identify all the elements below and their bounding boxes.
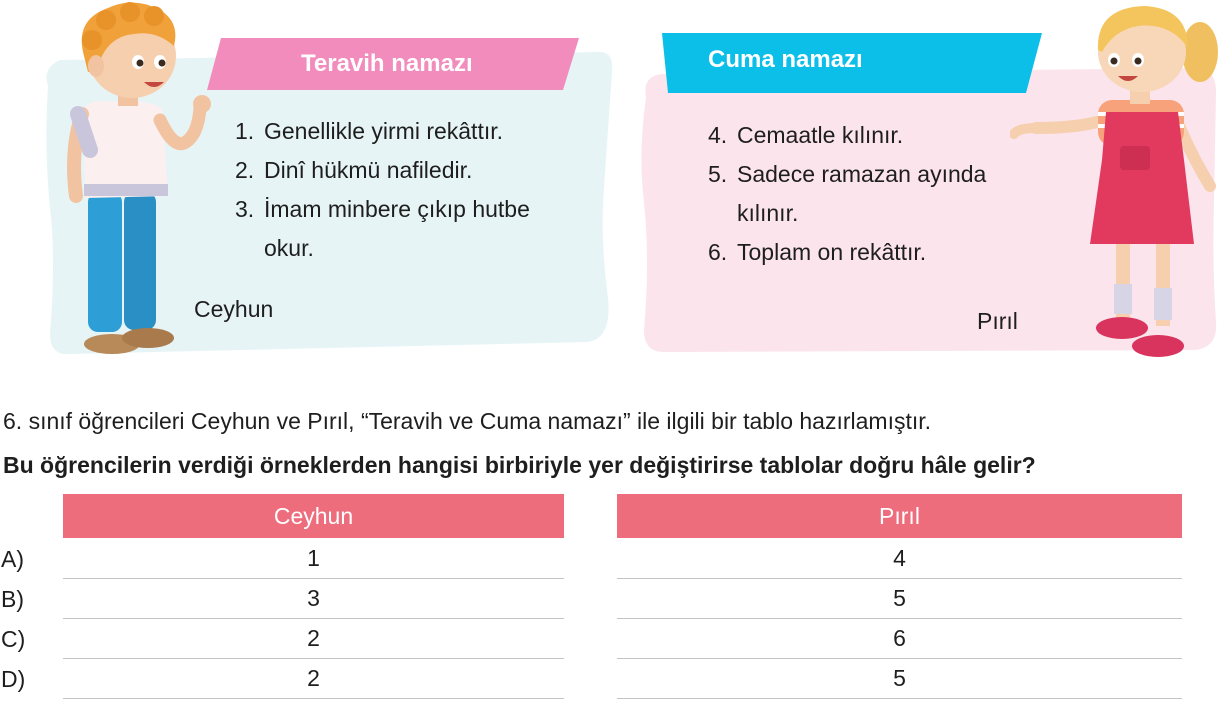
question-intro: 6. sınıf öğrencileri Ceyhun ve Pırıl, “Teravih ve Cuma namazı” ile ilgili bir tablo hazırlamıştır. <box>3 408 932 434</box>
item-number: 1. <box>235 118 255 144</box>
list-item <box>235 151 575 190</box>
item-number: 3. <box>235 196 255 222</box>
option-label: B) <box>1 586 24 612</box>
teravih-title: Teravih namazı <box>301 50 473 77</box>
item-text: Sadece ramazan ayında kılınır. <box>737 161 987 226</box>
cuma-title: Cuma namazı <box>708 46 863 73</box>
item-number: 2. <box>235 157 255 183</box>
option-label: A) <box>1 546 24 572</box>
column-header-ceyhun: Ceyhun <box>63 494 564 538</box>
question-prompt: Bu öğrencilerin verdiği örneklerden hangisi birbiriyle yer değiştirirse tablolar doğru hâle gelir? <box>3 452 1036 478</box>
cuma-list <box>708 116 1038 272</box>
piril-cell: 5 <box>617 659 1182 699</box>
item-text: Dinî hükmü nafiledir. <box>264 157 473 183</box>
piril-cell: 5 <box>617 579 1182 619</box>
answer-option-d[interactable] <box>0 659 1219 699</box>
list-item <box>708 233 1038 272</box>
ceyhun-cell: 2 <box>63 659 564 699</box>
teravih-title-banner <box>207 38 579 90</box>
piril-cell: 4 <box>617 539 1182 579</box>
answer-option-a[interactable] <box>0 539 1219 579</box>
item-number: 6. <box>708 239 728 265</box>
column-header-piril: Pırıl <box>617 494 1182 538</box>
ceyhun-cell: 1 <box>63 539 564 579</box>
item-number: 5. <box>708 161 728 187</box>
speaker-name-piril: Pırıl <box>977 308 1018 334</box>
item-text: Toplam on rekâttır. <box>737 239 927 265</box>
list-item <box>235 112 575 151</box>
speaker-name-ceyhun: Ceyhun <box>194 296 274 322</box>
cuma-title-banner <box>662 33 1042 93</box>
item-text: Genellikle yirmi rekâttır. <box>264 118 504 144</box>
item-text: Cemaatle kılınır. <box>737 122 904 148</box>
item-text: İmam minbere çıkıp hutbe okur. <box>264 196 530 261</box>
ceyhun-cell: 3 <box>63 579 564 619</box>
teravih-list <box>235 112 575 268</box>
boy-illustration <box>56 0 216 360</box>
list-item <box>708 155 1038 233</box>
answer-option-b[interactable] <box>0 579 1219 619</box>
item-number: 4. <box>708 122 728 148</box>
girl-illustration <box>1010 0 1219 368</box>
list-item <box>235 190 575 268</box>
list-item <box>708 116 1038 155</box>
piril-cell: 6 <box>617 619 1182 659</box>
option-label: C) <box>1 626 26 652</box>
ceyhun-cell: 2 <box>63 619 564 659</box>
answer-option-c[interactable] <box>0 619 1219 659</box>
option-label: D) <box>1 666 26 692</box>
